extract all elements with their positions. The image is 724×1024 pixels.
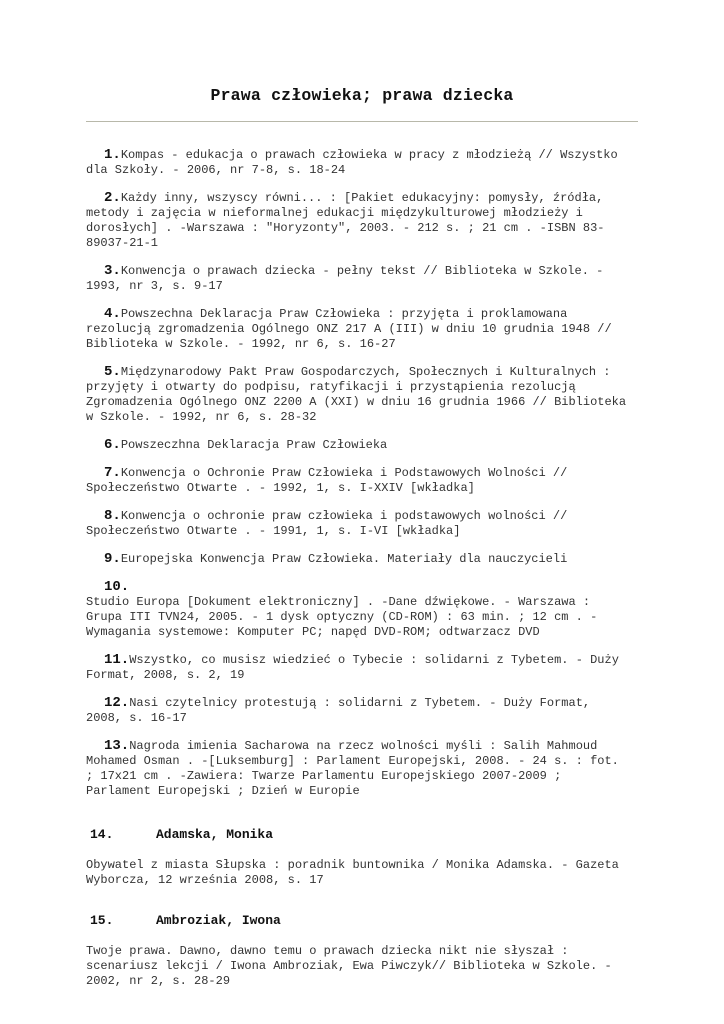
entry-text: Powszeczhna Deklaracja Praw Człowieka bbox=[120, 438, 388, 452]
entry-text: Studio Europa [Dokument elektroniczny] . -Dane dźwiękowe. - Warszawa : Grupa ITI TVN24, 2005. - 1 dysk optyczny (CD-ROM) : 63 min. ; 12 cm . - Wymagania systemowe: Komputer PC; napęd DVD-ROM; odtwarzacz DVD bbox=[86, 595, 598, 639]
entry-text: Twoje prawa. Dawno, dawno temu o prawach dziecka nikt nie słyszał : scenariusz lekcji / Iwona Ambroziak, Ewa Piwczyk// Biblioteka w Szkole. - 2002, nr 2, s. 28-29 bbox=[86, 944, 612, 988]
entry-number: 1. bbox=[104, 147, 121, 163]
entry-number: 6. bbox=[104, 437, 121, 453]
bibliography-entry bbox=[86, 148, 646, 178]
bibliography-entry bbox=[86, 739, 646, 799]
entry-number: 15. bbox=[90, 913, 114, 928]
bibliography-entry bbox=[86, 466, 646, 496]
entry-text: Obywatel z miasta Słupska : poradnik buntownika / Monika Adamska. - Gazeta Wyborcza, 12 września 2008, s. 17 bbox=[86, 858, 619, 887]
entry-number: 14. bbox=[90, 827, 114, 842]
bibliography-entry bbox=[86, 264, 646, 294]
bibliography-entry bbox=[86, 580, 646, 640]
entry-number: 10. bbox=[104, 579, 130, 595]
entry-text: Nasi czytelnicy protestują : solidarni z Tybetem. - Duży Format, 2008, s. 16-17 bbox=[86, 696, 591, 725]
entry-number: 5. bbox=[104, 364, 121, 380]
entry-text: Konwencja o ochronie praw człowieka i podstawowych wolności // Społeczeństwo Otwarte . - 1991, 1, s. I-VI [wkładka] bbox=[86, 509, 568, 538]
author-entry bbox=[86, 898, 646, 989]
bibliography-entry bbox=[86, 307, 646, 352]
page-title: Prawa człowieka; prawa dziecka bbox=[210, 86, 514, 105]
entry-text: Europejska Konwencja Praw Człowieka. Materiały dla nauczycieli bbox=[120, 552, 568, 566]
bibliography-list bbox=[86, 148, 646, 999]
title-divider bbox=[86, 121, 638, 122]
entry-text: Wszystko, co musisz wiedzieć o Tybecie : solidarni z Tybetem. - Duży Format, 2008, s. 2, 19 bbox=[86, 653, 619, 682]
bibliography-entry bbox=[86, 438, 646, 453]
entry-number: 7. bbox=[104, 465, 121, 481]
entry-text: Kompas - edukacja o prawach człowieka w pracy z młodzieżą // Wszystko dla Szkoły. - 2006, nr 7-8, s. 18-24 bbox=[86, 148, 618, 177]
entry-text: Konwencja o Ochronie Praw Człowieka i Podstawowych Wolności // Społeczeństwo Otwarte . - 1992, 1, s. I-XXIV [wkładka] bbox=[86, 466, 568, 495]
entry-number: 3. bbox=[104, 263, 121, 279]
entry-text: Międzynarodowy Pakt Praw Gospodarczych, Społecznych i Kulturalnych : przyjęty i otwarty do podpisu, ratyfikacji i przystąpienia rezolucją Zgromadzenia Ogólnego ONZ 2200 A (XXI) w dniu 16 grudnia 1966 // Biblioteka w Szkole. - 1992, nr 6, s. 28-32 bbox=[86, 365, 627, 424]
bibliography-entry bbox=[86, 552, 646, 567]
entry-number: 13. bbox=[104, 738, 130, 754]
bibliography-entry bbox=[86, 509, 646, 539]
author-name: Ambroziak, Iwona bbox=[156, 913, 281, 928]
author-name: Adamska, Monika bbox=[156, 827, 274, 842]
entry-text: Powszechna Deklaracja Praw Człowieka : przyjęta i proklamowana rezolucją zgromadzenia Ogólnego ONZ 217 A (III) w dniu 10 grudnia 1948 // Biblioteka w Szkole. - 1992, nr 6, s. 16-27 bbox=[86, 307, 612, 351]
entry-number: 8. bbox=[104, 508, 121, 524]
author-entry bbox=[86, 812, 646, 888]
entry-text: Konwencja o prawach dziecka - pełny tekst // Biblioteka w Szkole. - 1993, nr 3, s. 9-17 bbox=[86, 264, 604, 293]
entry-number: 12. bbox=[104, 695, 130, 711]
bibliography-entry bbox=[86, 653, 646, 683]
bibliography-entry bbox=[86, 365, 646, 425]
entry-number: 2. bbox=[104, 190, 121, 206]
entry-text: Każdy inny, wszyscy równi... : [Pakiet edukacyjny: pomysły, źródła, metody i zajęcia w nieformalnej edukacji międzykulturowej młodzieży i dorosłych] . -Warszawa : "Horyzonty", 2003. - 212 s. ; 21 cm . -ISBN 83- 89037-21-1 bbox=[86, 191, 605, 250]
entry-number: 4. bbox=[104, 306, 121, 322]
author-heading bbox=[90, 913, 646, 929]
bibliography-entry bbox=[86, 191, 646, 251]
entry-text: Nagroda imienia Sacharowa na rzecz wolności myśli : Salih Mahmoud Mohamed Osman . -[Luksemburg] : Parlament Europejski, 2008. - 24 s. : fot. ; 17x21 cm . -Zawiera: Twarze Parlamentu Europejskiego 2007-2009 ; Parlament Europejski ; Dzień w Europie bbox=[86, 739, 619, 798]
author-heading bbox=[90, 827, 646, 843]
entry-number: 9. bbox=[104, 551, 121, 567]
entry-number: 11. bbox=[104, 652, 130, 668]
bibliography-entry bbox=[86, 696, 646, 726]
